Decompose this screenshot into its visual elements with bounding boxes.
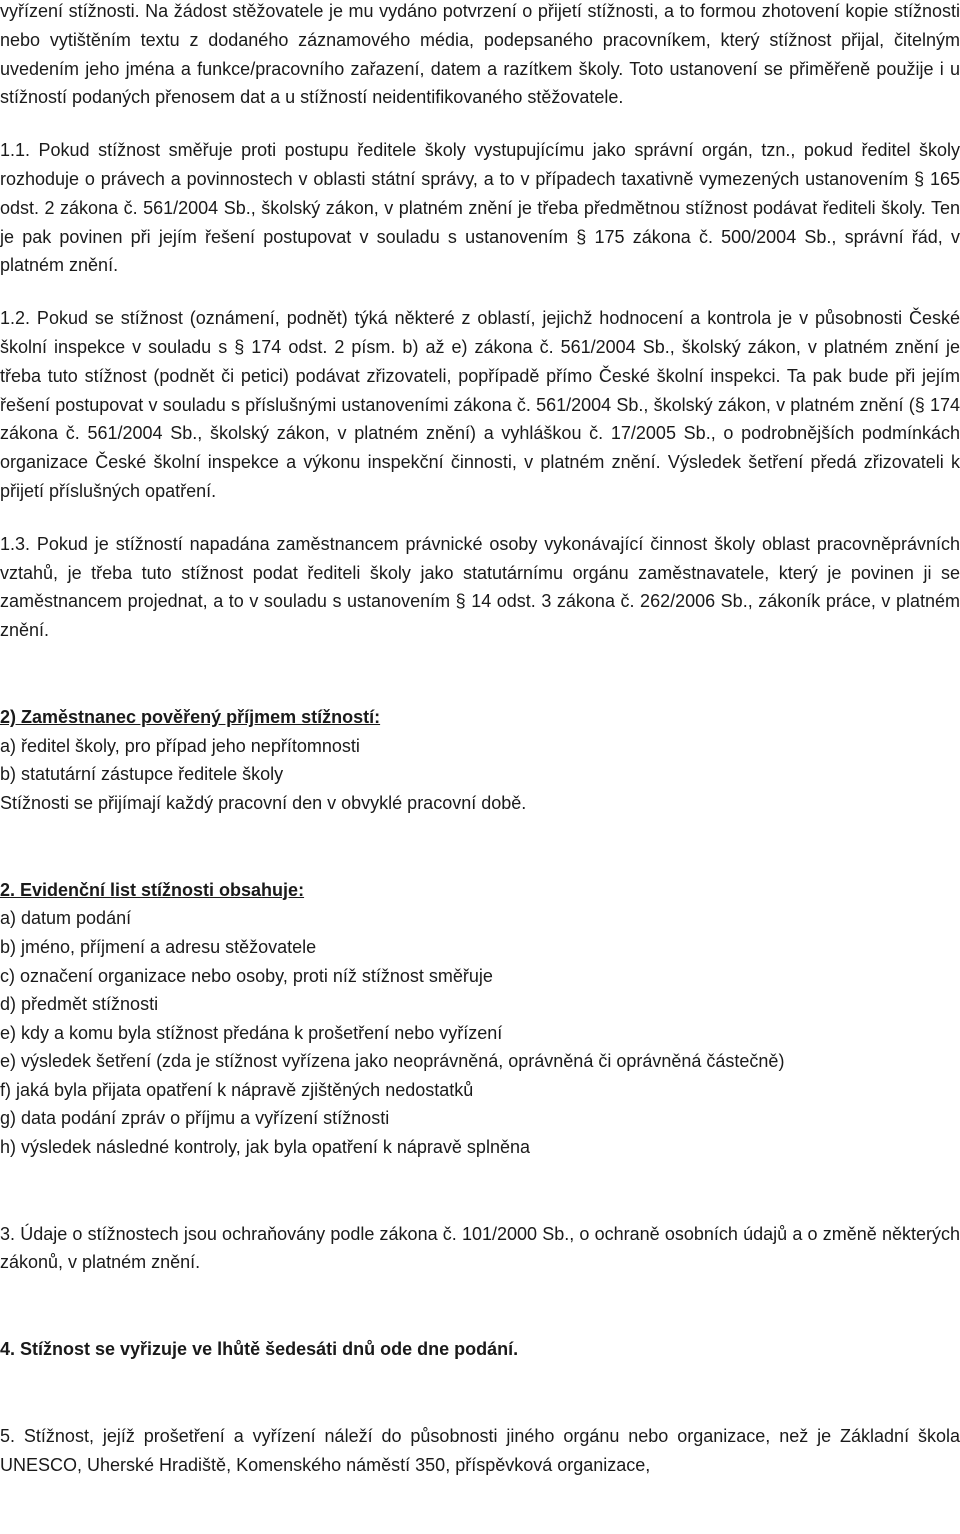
section-4-deadline: 4. Stížnost se vyřizuje ve lhůtě šedesáti dnů ode dne podání.: [0, 1339, 519, 1360]
list-item: c) označení organizace nebo osoby, proti níž stížnost směřuje: [0, 965, 493, 986]
list-item: h) výsledek následné kontroly, jak byla opatření k nápravě splněna: [0, 1137, 530, 1158]
list-item: a) datum podání: [0, 908, 132, 929]
paragraph-1-1: 1.1. Pokud stížnost směřuje proti postupu ředitele školy vystupujícímu jako správní orgán, tzn., pokud ředitel školy rozhoduje o právech a povinnostech v oblasti státní správy, a to v případech taxativně vymezených ustanovením § 165 odst. 2 zákona č. 561/2004 Sb., školský zákon, v platném znění je třeba předmětnou stížnost podávat řediteli školy. Ten je pak povinen při jejím řešení postupovat v souladu s ustanovením § 175 zákona č. 500/2004 Sb., správní řád, v platném znění.: [0, 140, 960, 276]
list-item: e) kdy a komu byla stížnost předána k prošetření nebo vyřízení: [0, 1022, 503, 1043]
list-item: b) statutární zástupce ředitele školy: [0, 764, 284, 785]
receiver-list: [0, 732, 960, 818]
section-heading-record-sheet: 2. Evidenční list stížnosti obsahuje:: [0, 879, 305, 900]
paragraph-1-3: 1.3. Pokud je stížností napadána zaměstnancem právnické osoby vykonávající činnost školy oblast pracovněprávních vztahů, je třeba tuto stížnost podat řediteli školy jako statutárnímu orgánu zaměstnavatele, který je povinen ji se zaměstnancem projednat, a to v souladu s ustanovením § 14 odst. 3 zákona č. 262/2006 Sb., zákoník práce, v platném znění.: [0, 533, 960, 641]
list-item: g) data podání zpráv o příjmu a vyřízení stížnosti: [0, 1108, 390, 1129]
list-item: Stížnosti se přijímají každý pracovní den v obvyklé pracovní době.: [0, 792, 527, 813]
section-heading-receiver: 2) Zaměstnanec pověřený příjmem stížností:: [0, 706, 381, 727]
paragraph-3: 3. Údaje o stížnostech jsou ochraňovány podle zákona č. 101/2000 Sb., o ochraně osobních údajů a o změně některých zákonů, v platném znění.: [0, 1223, 960, 1273]
paragraph-5: 5. Stížnost, jejíž prošetření a vyřízení náleží do působnosti jiného orgánu nebo organizace, než je Základní škola UNESCO, Uherské Hradiště, Komenského náměstí 350, příspěvková organizace,: [0, 1426, 960, 1475]
list-item: d) předmět stížnosti: [0, 994, 159, 1015]
list-item: f) jaká byla přijata opatření k nápravě zjištěných nedostatků: [0, 1079, 474, 1100]
paragraph-intro: vyřízení stížnosti. Na žádost stěžovatele je mu vydáno potvrzení o přijetí stížnosti, a to formou zhotovení kopie stížnosti nebo vytištěním textu z dodaného záznamového média, podepsaného pracovníkem, který stížnost přijal, čitelným uvedením jeho jména a funkce/pracovního zařazení, datem a razítkem školy. Toto ustanovení se přiměřeně použije i u stížností podaných přenosem dat a u stížností neidentifikovaného stěžovatele.: [0, 1, 960, 108]
list-item: b) jméno, příjmení a adresu stěžovatele: [0, 936, 317, 957]
list-item: e) výsledek šetření (zda je stížnost vyřízena jako neoprávněná, oprávněná či oprávněná částečně): [0, 1051, 785, 1072]
list-item: a) ředitel školy, pro případ jeho nepřítomnosti: [0, 735, 360, 756]
paragraph-1-2: 1.2. Pokud se stížnost (oznámení, podnět) týká některé z oblastí, jejichž hodnocení a kontrola je v působnosti České školní inspekce v souladu s § 174 odst. 2 písm. b) až e) zákona č. 561/2004 Sb., školský zákon, v platném znění je třeba tuto stížnost (podnět či petici) podávat zřizovateli, popřípadě přímo České školní inspekci. Ta pak bude při jejím řešení postupovat v souladu s příslušnými ustanoveními zákona č. 561/2004 Sb., školský zákon, v platném znění (§ 174 zákona č. 561/2004 Sb., školský zákon, v platném znění) a vyhláškou č. 17/2005 Sb., o podrobnějších podmínkách organizace České školní inspekce a výkonu inspekční činnosti, v platném znění. Výsledek šetření předá zřizovateli k přijetí příslušných opatření.: [0, 308, 960, 501]
record-sheet-list: [0, 904, 960, 1161]
